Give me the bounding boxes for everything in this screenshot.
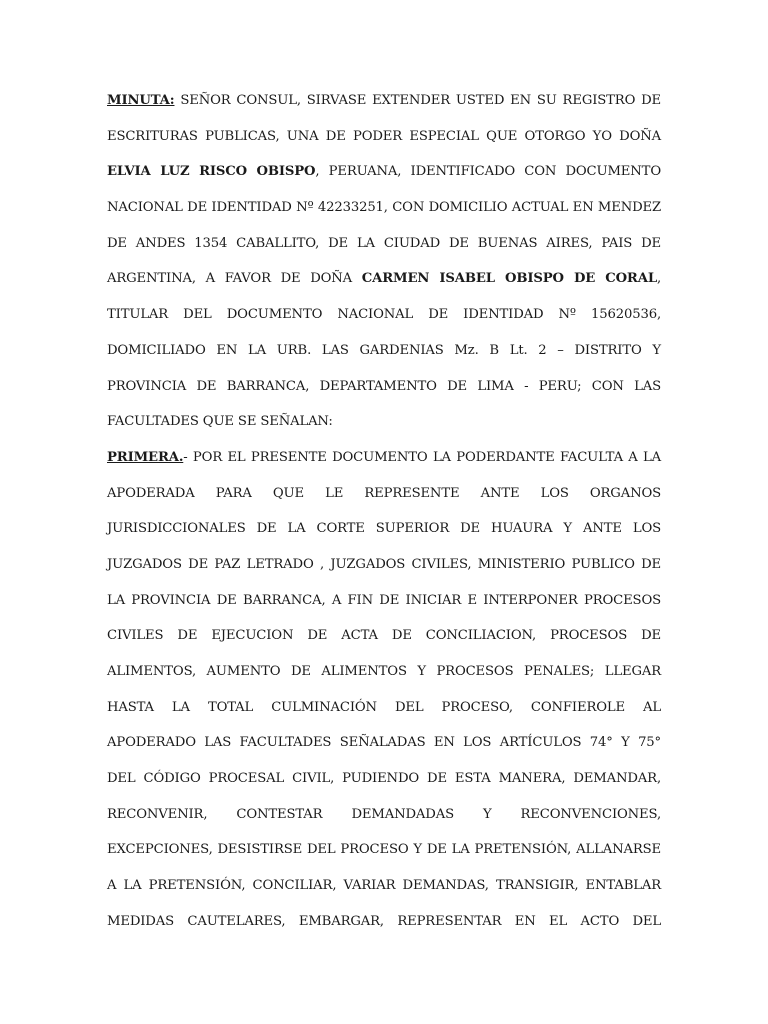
minuta-line-1 bbox=[107, 83, 661, 119]
primera-line-5: LA PROVINCIA DE BARRANCA, A FIN DE INICIAR E INTERPONER PROCESOS bbox=[107, 592, 661, 608]
primera-line-11: RECONVENIR, CONTESTAR DEMANDADAS Y RECONVENCIONES, bbox=[107, 806, 661, 822]
minuta-text: SEÑOR CONSUL, SIRVASE EXTENDER USTED EN SU REGISTRO DE bbox=[174, 93, 661, 108]
minuta-line-7: TITULAR DEL DOCUMENTO NACIONAL DE IDENTIDAD Nº 15620536, bbox=[107, 307, 661, 323]
minuta-line-2: ESCRITURAS PUBLICAS, UNA DE PODER ESPECIAL QUE OTORGO YO DOÑA bbox=[107, 128, 661, 144]
grantor-rest: , PERUANA, IDENTIFICADO CON DOCUMENTO bbox=[315, 164, 661, 180]
attorney-rest: , bbox=[656, 271, 661, 287]
minuta-line-9: PROVINCIA DE BARRANCA, DEPARTAMENTO DE LIMA - PERU; CON LAS bbox=[107, 378, 661, 394]
primera-line-8: HASTA LA TOTAL CULMINACIÓN DEL PROCESO, CONFIEROLE AL bbox=[107, 699, 661, 715]
primera-line-9: APODERADO LAS FACULTADES SEÑALADAS EN LOS ARTÍCULOS 74° Y 75° bbox=[107, 735, 661, 751]
minuta-line-6 bbox=[107, 261, 661, 297]
grantor-name: ELVIA LUZ RISCO OBISPO bbox=[107, 164, 316, 180]
minuta-line-8: DOMICILIADO EN LA URB. LAS GARDENIAS Mz. B Lt. 2 – DISTRITO Y bbox=[107, 342, 661, 358]
primera-line-2: APODERADA PARA QUE LE REPRESENTE ANTE LOS ORGANOS bbox=[107, 485, 661, 501]
document-page bbox=[107, 83, 661, 940]
primera-line-6: CIVILES DE EJECUCION DE ACTA DE CONCILIACION, PROCESOS DE bbox=[107, 628, 661, 644]
primera-heading: PRIMERA. bbox=[107, 449, 184, 465]
primera-line-3: JURISDICCIONALES DE LA CORTE SUPERIOR DE HUAURA Y ANTE LOS bbox=[107, 521, 661, 537]
primera-line-10: DEL CÓDIGO PROCESAL CIVIL, PUDIENDO DE ESTA MANERA, DEMANDAR, bbox=[107, 771, 661, 787]
primera-line-12: EXCEPCIONES, DESISTIRSE DEL PROCESO Y DE LA PRETENSIÓN, ALLANARSE bbox=[107, 842, 661, 858]
minuta-line-3 bbox=[107, 154, 661, 190]
primera-line-7: ALIMENTOS, AUMENTO DE ALIMENTOS Y PROCESOS PENALES; LLEGAR bbox=[107, 664, 661, 679]
primera-line-14: MEDIDAS CAUTELARES, EMBARGAR, REPRESENTAR EN EL ACTO DEL bbox=[107, 913, 661, 929]
primera-line-13: A LA PRETENSIÓN, CONCILIAR, VARIAR DEMANDAS, TRANSIGIR, ENTABLAR bbox=[107, 878, 661, 894]
favor-prefix: ARGENTINA, A FAVOR DE DOÑA bbox=[107, 271, 362, 287]
minuta-heading: MINUTA: bbox=[107, 93, 175, 108]
minuta-line-5: DE ANDES 1354 CABALLITO, DE LA CIUDAD DE BUENAS AIRES, PAIS DE bbox=[107, 235, 661, 251]
minuta-line-10: FACULTADES QUE SE SEÑALAN: bbox=[107, 414, 333, 430]
attorney-name: CARMEN ISABEL OBISPO DE CORAL bbox=[361, 271, 657, 287]
primera-line-1 bbox=[107, 440, 661, 476]
primera-text: - POR EL PRESENTE DOCUMENTO LA PODERDANTE FACULTA A LA bbox=[183, 449, 661, 465]
minuta-line-4: NACIONAL DE IDENTIDAD Nº 42233251, CON DOMICILIO ACTUAL EN MENDEZ bbox=[107, 200, 661, 216]
primera-line-4: JUZGADOS DE PAZ LETRADO , JUZGADOS CIVILES, MINISTERIO PUBLICO DE bbox=[107, 556, 661, 572]
